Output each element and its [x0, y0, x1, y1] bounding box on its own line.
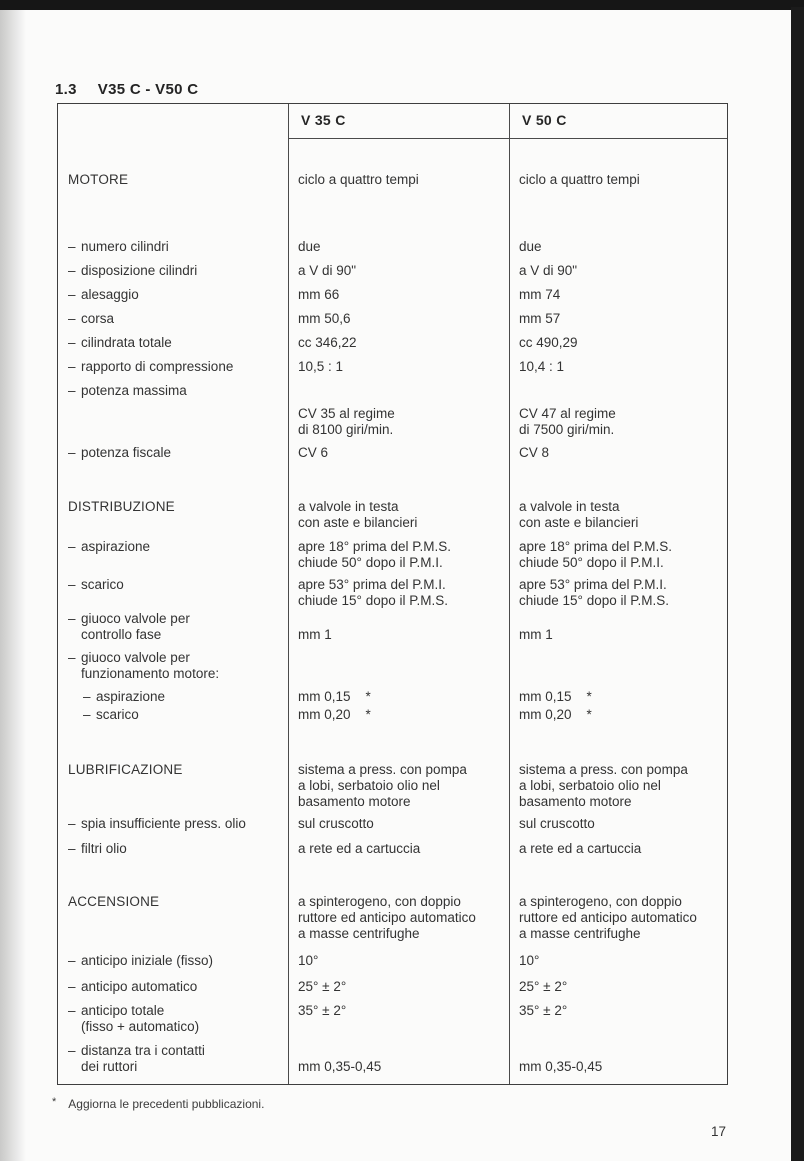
table-row	[58, 841, 727, 857]
value-v50c: 10°	[519, 953, 540, 968]
table-row	[58, 650, 727, 682]
row-section-label: MOTORE	[68, 172, 129, 187]
value-v35c: ciclo a quattro tempi	[298, 172, 419, 187]
value-v35c: mm 1	[298, 627, 332, 642]
table-row	[58, 816, 727, 832]
dash-bullet: –	[68, 359, 76, 374]
value-v35c: 10°	[298, 953, 319, 968]
row-label: – alesaggio	[68, 287, 139, 302]
value-v50c: apre 18° prima del P.M.S. chiude 50° dopo il P.M.I.	[519, 539, 672, 570]
dash-bullet: –	[68, 816, 76, 831]
value-v50c: due	[519, 239, 542, 254]
row-label	[58, 406, 288, 438]
table-row	[58, 577, 727, 609]
value-v35c: CV 35 al regime di 8100 giri/min.	[298, 406, 395, 437]
value-v35c: CV 6	[298, 445, 329, 460]
value-v35c: mm 0,20 *	[298, 707, 371, 722]
row-label: – scarico	[83, 707, 139, 722]
table-row	[58, 445, 727, 461]
dash-bullet: –	[83, 689, 91, 704]
dash-bullet: –	[68, 841, 76, 856]
table-row	[58, 611, 727, 643]
scan-edge-left-shadow	[0, 10, 26, 1161]
value-v35c: 10,5 : 1	[298, 359, 344, 374]
row-label: – cilindrata totale	[68, 335, 172, 350]
row-section-label: DISTRIBUZIONE	[68, 499, 175, 514]
scan-edge-right	[791, 7, 804, 1161]
value-v35c	[288, 383, 509, 399]
dash-bullet: –	[68, 383, 76, 398]
row-label: – anticipo totale (fisso + automatico)	[68, 1003, 200, 1034]
table-row	[58, 263, 727, 279]
row-label: – aspirazione	[83, 689, 166, 704]
dash-bullet: –	[83, 707, 91, 722]
dash-bullet: –	[68, 445, 76, 460]
row-label: – potenza fiscale	[68, 445, 172, 460]
value-v35c: 25° ± 2°	[298, 979, 347, 994]
column-header-v50c: V 50 C	[522, 112, 567, 128]
dash-bullet: –	[68, 979, 76, 994]
value-v35c: a spinterogeno, con doppio ruttore ed anticipo automatico a masse centrifughe	[298, 894, 476, 941]
row-label: – disposizione cilindri	[68, 263, 198, 278]
table-row	[58, 1003, 727, 1035]
page-number: 17	[711, 1124, 727, 1139]
table-row	[58, 707, 727, 723]
row-label: – anticipo iniziale (fisso)	[68, 953, 214, 968]
value-v50c: 35° ± 2°	[519, 1003, 568, 1018]
dash-bullet: –	[68, 311, 76, 326]
row-section-label: LUBRIFICAZIONE	[68, 762, 183, 777]
footnote-asterisk: *	[52, 1096, 57, 1108]
dash-bullet: –	[68, 577, 76, 592]
dash-bullet: –	[68, 539, 76, 554]
value-v35c: apre 53° prima del P.M.I. chiude 15° dopo il P.M.S.	[298, 577, 448, 608]
table-row	[58, 1043, 727, 1075]
row-label: – numero cilindri	[68, 239, 169, 254]
spec-table	[57, 103, 728, 1085]
dash-bullet: –	[68, 1043, 76, 1058]
value-v50c: CV 8	[519, 445, 550, 460]
value-v50c: 25° ± 2°	[519, 979, 568, 994]
row-label: – aspirazione	[68, 539, 151, 554]
value-v50c: apre 53° prima del P.M.I. chiude 15° dopo il P.M.S.	[519, 577, 669, 608]
value-v50c: mm 0,35-0,45	[519, 1059, 603, 1074]
value-v35c: 35° ± 2°	[298, 1003, 347, 1018]
table-row	[58, 406, 727, 438]
value-v50c	[509, 383, 729, 399]
value-v35c: apre 18° prima del P.M.S. chiude 50° dopo il P.M.I.	[298, 539, 451, 570]
table-row	[58, 335, 727, 351]
section-heading	[55, 81, 198, 98]
dash-bullet: –	[68, 953, 76, 968]
dash-bullet: –	[68, 335, 76, 350]
footnote-text: Aggiorna le precedenti pubblicazioni.	[68, 1097, 265, 1111]
value-v35c: mm 66	[298, 287, 340, 302]
table-row	[58, 287, 727, 303]
row-label: – potenza massima	[68, 383, 187, 398]
table-row	[58, 239, 727, 255]
section-number: 1.3	[55, 81, 77, 98]
table-row	[58, 894, 727, 942]
table-row	[58, 172, 727, 188]
section-title: V35 C - V50 C	[97, 81, 199, 98]
row-label: – giuoco valvole per funzionamento motore:	[68, 650, 220, 681]
table-row	[58, 539, 727, 571]
table-row	[58, 311, 727, 327]
value-v50c: mm 0,20 *	[519, 707, 592, 722]
value-v35c: mm 0,15 *	[298, 689, 371, 704]
value-v50c: CV 47 al regime di 7500 giri/min.	[519, 406, 616, 437]
row-section-label: ACCENSIONE	[68, 894, 160, 909]
value-v50c: mm 0,15 *	[519, 689, 592, 704]
value-v50c: sul cruscotto	[519, 816, 595, 831]
value-v50c: mm 74	[519, 287, 561, 302]
table-row	[58, 499, 727, 531]
dash-bullet: –	[68, 1003, 76, 1018]
value-v35c: a V di 90"	[298, 263, 357, 278]
row-label: – rapporto di compressione	[68, 359, 234, 374]
row-label: – filtri olio	[68, 841, 127, 856]
value-v50c: cc 490,29	[519, 335, 578, 350]
row-label: – distanza tra i contatti dei ruttori	[68, 1043, 205, 1074]
footnote	[52, 1096, 264, 1111]
dash-bullet: –	[68, 239, 76, 254]
table-row	[58, 953, 727, 969]
value-v50c: ciclo a quattro tempi	[519, 172, 640, 187]
value-v50c: 10,4 : 1	[519, 359, 565, 374]
row-label: – corsa	[68, 311, 115, 326]
value-v35c	[288, 650, 509, 682]
value-v50c: a valvole in testa con aste e bilancieri	[519, 499, 639, 530]
value-v35c: mm 0,35-0,45	[298, 1059, 382, 1074]
value-v35c: mm 50,6	[298, 311, 351, 326]
value-v50c	[509, 650, 729, 682]
value-v35c: a rete ed a cartuccia	[298, 841, 421, 856]
value-v50c: mm 57	[519, 311, 561, 326]
value-v35c: sistema a press. con pompa a lobi, serbatoio olio nel basamento motore	[298, 762, 467, 809]
row-label: – spia insufficiente press. olio	[68, 816, 246, 831]
value-v50c: mm 1	[519, 627, 553, 642]
column-header-v35c: V 35 C	[301, 112, 346, 128]
table-row	[58, 689, 727, 705]
value-v50c: a rete ed a cartuccia	[519, 841, 642, 856]
spec-table-rows	[58, 139, 727, 1075]
value-v50c: a V di 90"	[519, 263, 578, 278]
table-row	[58, 762, 727, 810]
row-label: – giuoco valvole per controllo fase	[68, 611, 190, 642]
scan-edge-top	[0, 0, 804, 10]
dash-bullet: –	[68, 287, 76, 302]
value-v50c: a spinterogeno, con doppio ruttore ed anticipo automatico a masse centrifughe	[519, 894, 697, 941]
value-v50c: sistema a press. con pompa a lobi, serbatoio olio nel basamento motore	[519, 762, 688, 809]
value-v35c: cc 346,22	[298, 335, 357, 350]
row-label: – scarico	[68, 577, 124, 592]
value-v35c: due	[298, 239, 321, 254]
table-row	[58, 979, 727, 995]
table-row	[58, 383, 727, 399]
table-row	[58, 359, 727, 375]
dash-bullet: –	[68, 263, 76, 278]
dash-bullet: –	[68, 650, 76, 665]
value-v35c: a valvole in testa con aste e bilancieri	[298, 499, 418, 530]
value-v35c: sul cruscotto	[298, 816, 374, 831]
dash-bullet: –	[68, 611, 76, 626]
row-label: – anticipo automatico	[68, 979, 198, 994]
